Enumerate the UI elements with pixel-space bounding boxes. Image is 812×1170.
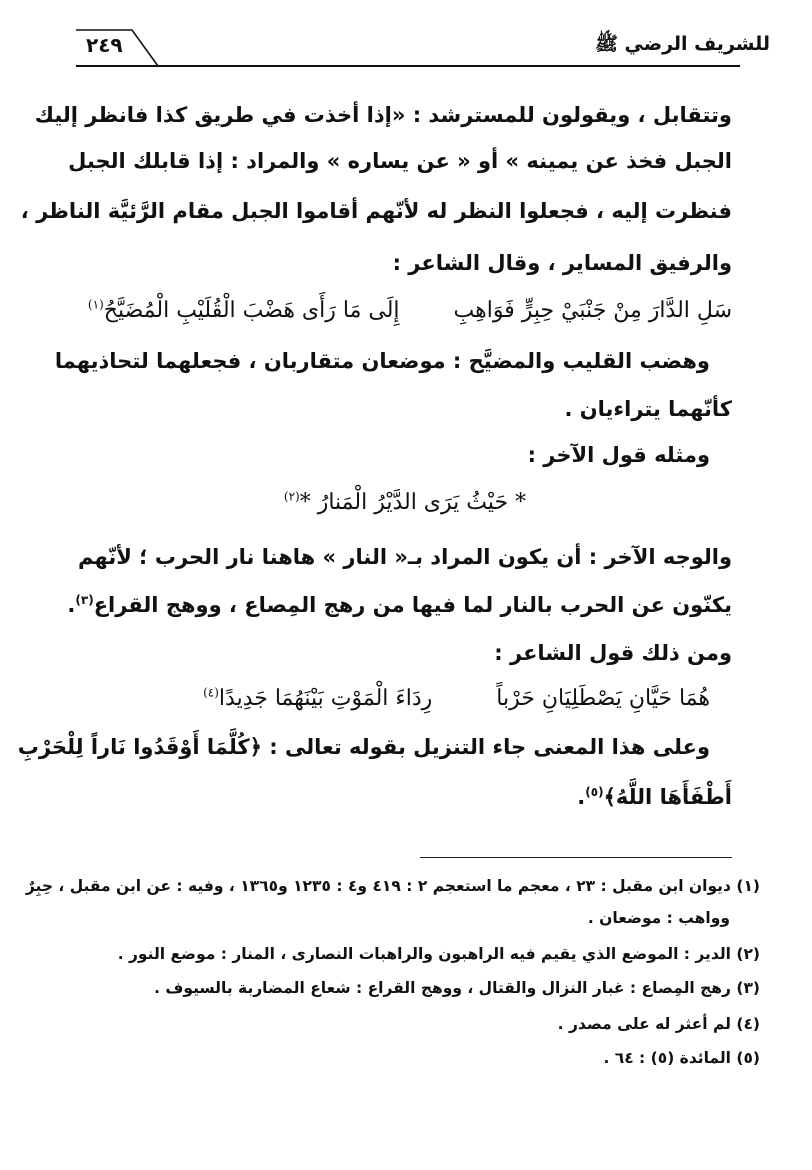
text-line: كأنّهما يتراءيان . — [564, 397, 732, 421]
poem-verse — [78, 296, 732, 326]
hemistich-first: هُمَا حَيَّانِ يَصْطَلِيَانِ حَرْباً — [496, 686, 710, 711]
verse-fragment — [78, 488, 732, 518]
text-line: ومثله قول الآخر : — [527, 443, 710, 467]
footnote-ref: (٢) — [283, 489, 300, 504]
text-line: وتتقابل ، ويقولون للمسترشد : «إذا أخذت في طريق كذا فانظر إليك — [34, 103, 732, 127]
quran-quote: أَطْفَأَهَا اللَّهُ﴾ — [603, 785, 732, 809]
footnote-ref: (٥) — [585, 785, 604, 799]
punct: . — [577, 785, 586, 809]
running-title: للشريف الرضي ﷺ — [594, 33, 770, 55]
footnote-ref: (٣) — [75, 593, 94, 607]
text-span: أن يكون المراد بـ« النار » هاهنا نار الحرب ؛ لأنّهم — [78, 545, 582, 569]
verse-text: * حَيْثُ يَرَى الدَّيْرُ الْمَنارُ * — [299, 490, 527, 515]
footnote-ref: (١) — [87, 297, 104, 312]
footnote-separator — [420, 857, 732, 858]
hemistich-first: سَلِ الدَّارَ مِنْ جَنْبَيْ حِبِرٍّ فَوَاهِبِ — [453, 298, 732, 323]
text-line — [17, 732, 732, 762]
text-span: وعلى هذا المعنى جاء التنزيل بقوله تعالى : — [269, 735, 710, 759]
footnote: (١) ديوان ابن مقبل : ٢٣ ، معجم ما استعجم ٢ : ٤١٩ و٤ : ١٢٣٥ و١٣٦٥ ، وفيه : عن ابن مقبل ، حِبِرٌ — [25, 877, 760, 895]
footnote: (٢) الدير : الموضع الذي يقيم فيه الراهبون والراهبات النصارى ، المنار : موضع النور . — [117, 945, 760, 963]
text-span: يكنّون عن الحرب بالنار لما فيها من رهج المِصاع ، ووهج القراع — [93, 593, 732, 617]
text-line: الجبل فخذ عن يمينه » أو « عن يساره » والمراد : إذا قابلك الجبل — [68, 149, 732, 173]
text-line: والرفيق المساير ، وقال الشاعر : — [392, 251, 732, 275]
footnote: (٤) لم أعثر له على مصدر . — [557, 1015, 760, 1033]
footnote-ref: (٤) — [203, 685, 219, 700]
text-line: ومن ذلك قول الشاعر : — [494, 641, 732, 665]
quran-quote: ﴿كُلَّمَا أَوْقَدُوا نَاراً لِلْحَرْبِ — [17, 735, 262, 759]
text-line — [78, 782, 732, 812]
punct: . — [67, 593, 76, 617]
footnote-continuation: وواهب : موضعان . — [587, 909, 730, 927]
hemistich-second: رِدَاءَ الْمَوْتِ بَيْنَهُمَا جَدِيدًا — [218, 686, 433, 711]
footnote: (٣) رهج المِصاع : غبار النزال والقتال ، ووهج القراع : شعاع المضاربة بالسيوف . — [154, 979, 760, 997]
footnote: (٥) المائدة (٥) : ٦٤ . — [603, 1049, 760, 1067]
text-line: فنظرت إليه ، فجعلوا النظر له لأنّهم أقاموا الجبل مقام الرَّئيَّة الناظر ، — [20, 199, 732, 223]
text-line: وهضب القليب والمضيَّح : موضعان متقاربان ، فجعلهما لتحاذيهما — [54, 349, 710, 373]
hemistich-second: إِلَى مَا رَأَى هَضْبَ الْقُلَيْبِ الْمُضَيَّحُ — [103, 298, 400, 323]
page-number: ٢٤٩ — [86, 33, 123, 57]
poem-verse — [78, 684, 732, 714]
paragraph-lead: والوجه الآخر : — [588, 545, 733, 569]
text-line — [78, 542, 732, 572]
text-line — [67, 590, 732, 620]
